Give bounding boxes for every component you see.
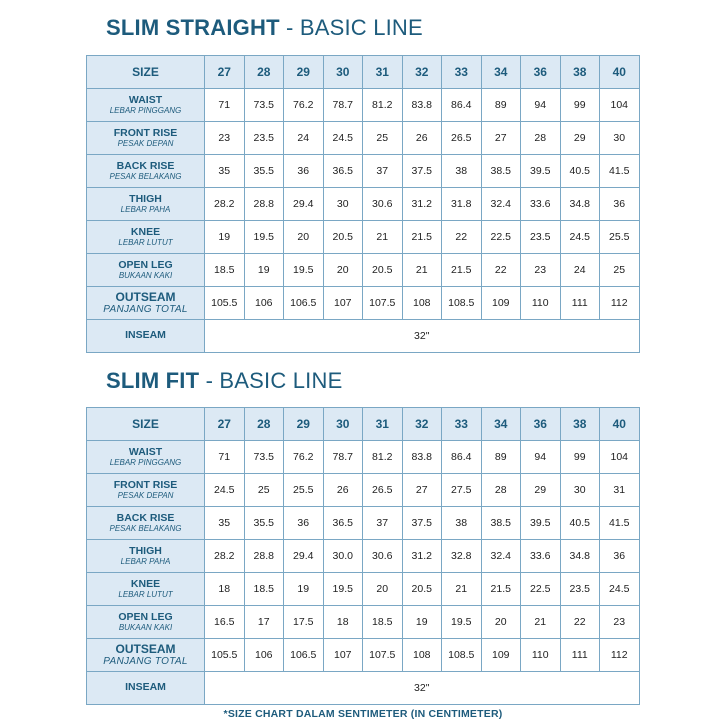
measurement-value: 73.5 (244, 89, 284, 122)
measurement-value: 71 (205, 89, 245, 122)
measurement-value: 20 (481, 606, 521, 639)
measurement-value: 23 (205, 122, 245, 155)
measurement-value: 26.5 (363, 474, 403, 507)
measurement-value: 37.5 (402, 507, 442, 540)
measurement-label (87, 573, 205, 606)
measurement-value: 108 (402, 639, 442, 672)
measurement-value: 40.5 (560, 155, 600, 188)
measurement-value: 99 (560, 441, 600, 474)
measurement-value: 17 (244, 606, 284, 639)
measurement-label (87, 606, 205, 639)
measurement-row-outseam (87, 287, 640, 320)
title-rest: - BASIC LINE (199, 368, 343, 393)
measurement-value: 24 (284, 122, 324, 155)
measurement-row-waist (87, 89, 640, 122)
measurement-value: 20.5 (323, 221, 363, 254)
measurement-value: 33.6 (521, 540, 561, 573)
measurement-value: 25.5 (284, 474, 324, 507)
measurement-subtitle: BUKAAN KAKI (118, 270, 173, 280)
measurement-row-thigh (87, 188, 640, 221)
measurement-value: 109 (481, 639, 521, 672)
measurement-name: BACK RISE (116, 159, 175, 172)
measurement-value: 32.8 (442, 540, 482, 573)
measurement-value: 19.5 (442, 606, 482, 639)
measurement-subtitle: PANJANG TOTAL (103, 303, 188, 315)
measurement-value: 22.5 (481, 221, 521, 254)
measurement-value: 107 (323, 639, 363, 672)
measurement-value: 108 (402, 287, 442, 320)
measurement-value: 29.4 (284, 540, 324, 573)
size-chart-title-slim-fit (106, 368, 342, 394)
measurement-value: 24.5 (560, 221, 600, 254)
measurement-subtitle: LEBAR PAHA (120, 204, 171, 214)
measurement-value: 29 (560, 122, 600, 155)
title-bold: SLIM FIT (106, 368, 200, 393)
measurement-value: 18.5 (205, 254, 245, 287)
measurement-name: INSEAM (125, 681, 166, 694)
measurement-value: 86.4 (442, 89, 482, 122)
measurement-value: 31 (600, 474, 640, 507)
measurement-value: 106.5 (284, 639, 324, 672)
measurement-value: 36 (600, 188, 640, 221)
measurement-label (87, 155, 205, 188)
measurement-label (87, 287, 205, 320)
measurement-value: 94 (521, 441, 561, 474)
measurement-value: 19 (402, 606, 442, 639)
measurement-value: 38.5 (481, 507, 521, 540)
measurement-value: 83.8 (402, 89, 442, 122)
measurement-value: 89 (481, 441, 521, 474)
measurement-subtitle: PANJANG TOTAL (103, 655, 188, 667)
measurement-label (87, 122, 205, 155)
measurement-subtitle: PESAK DEPAN (117, 138, 174, 148)
measurement-value: 27.5 (442, 474, 482, 507)
measurement-value: 31.8 (442, 188, 482, 221)
size-header-cell: 28 (244, 56, 284, 89)
measurement-value: 105.5 (205, 639, 245, 672)
measurement-value: 18 (323, 606, 363, 639)
size-header-cell: 34 (481, 56, 521, 89)
measurement-value: 71 (205, 441, 245, 474)
measurement-value: 23 (521, 254, 561, 287)
measurement-value: 37 (363, 507, 403, 540)
measurement-row-back-rise (87, 507, 640, 540)
measurement-value: 33.6 (521, 188, 561, 221)
measurement-row-knee (87, 573, 640, 606)
measurement-value: 21 (402, 254, 442, 287)
measurement-value: 40.5 (560, 507, 600, 540)
inseam-value: 32" (205, 320, 640, 353)
measurement-row-front-rise (87, 474, 640, 507)
measurement-value: 111 (560, 287, 600, 320)
size-table-slim-straight (86, 55, 640, 353)
measurement-value: 19 (284, 573, 324, 606)
size-header-cell: 31 (363, 56, 403, 89)
measurement-name: OUTSEAM (115, 289, 176, 304)
measurement-value: 18.5 (244, 573, 284, 606)
title-rest: - BASIC LINE (279, 15, 423, 40)
measurement-value: 86.4 (442, 441, 482, 474)
measurement-value: 78.7 (323, 441, 363, 474)
size-header-cell: 33 (442, 56, 482, 89)
size-header-cell: 34 (481, 408, 521, 441)
measurement-value: 19 (205, 221, 245, 254)
measurement-value: 25.5 (600, 221, 640, 254)
measurement-value: 36 (600, 540, 640, 573)
measurement-row-open-leg (87, 254, 640, 287)
measurement-row-back-rise (87, 155, 640, 188)
size-header-cell: 27 (205, 408, 245, 441)
measurement-subtitle: LEBAR PINGGANG (109, 457, 182, 467)
measurement-value: 22.5 (521, 573, 561, 606)
measurement-value: 27 (481, 122, 521, 155)
measurement-value: 107 (323, 287, 363, 320)
measurement-value: 21 (442, 573, 482, 606)
measurement-name: OPEN LEG (118, 258, 173, 271)
measurement-value: 104 (600, 441, 640, 474)
measurement-label (87, 89, 205, 122)
measurement-value: 105.5 (205, 287, 245, 320)
measurement-subtitle: LEBAR PAHA (120, 556, 171, 566)
measurement-subtitle: LEBAR LUTUT (118, 237, 173, 247)
measurement-value: 36.5 (323, 155, 363, 188)
measurement-value: 94 (521, 89, 561, 122)
measurement-value: 31.2 (402, 188, 442, 221)
measurement-row-inseam (87, 320, 640, 353)
measurement-value: 99 (560, 89, 600, 122)
measurement-value: 36 (284, 507, 324, 540)
size-header-cell: 36 (521, 56, 561, 89)
size-table-slim-fit (86, 407, 640, 705)
measurement-value: 30 (560, 474, 600, 507)
measurement-value: 25 (244, 474, 284, 507)
measurement-value: 30 (600, 122, 640, 155)
measurement-value: 30.0 (323, 540, 363, 573)
measurement-subtitle: PESAK DEPAN (117, 490, 174, 500)
size-header-cell: 27 (205, 56, 245, 89)
measurement-name: WAIST (128, 445, 163, 458)
size-header-cell: 40 (600, 408, 640, 441)
measurement-label (87, 639, 205, 672)
measurement-value: 19.5 (284, 254, 324, 287)
measurement-label (87, 474, 205, 507)
measurement-label (87, 672, 205, 705)
measurement-value: 21.5 (481, 573, 521, 606)
size-header-cell: 36 (521, 408, 561, 441)
measurement-value: 28.8 (244, 540, 284, 573)
size-header-cell: 32 (402, 408, 442, 441)
measurement-value: 35.5 (244, 507, 284, 540)
measurement-subtitle: BUKAAN KAKI (118, 622, 173, 632)
measurement-name: INSEAM (125, 329, 166, 342)
measurement-value: 26 (323, 474, 363, 507)
measurement-name: THIGH (129, 192, 162, 205)
measurement-value: 18 (205, 573, 245, 606)
measurement-value: 32.4 (481, 188, 521, 221)
measurement-subtitle: LEBAR LUTUT (118, 589, 173, 599)
size-header-cell: 30 (323, 408, 363, 441)
measurement-name: KNEE (130, 577, 161, 590)
measurement-value: 35.5 (244, 155, 284, 188)
measurement-name: WAIST (128, 93, 163, 106)
measurement-value: 28.2 (205, 188, 245, 221)
measurement-value: 24 (560, 254, 600, 287)
title-bold: SLIM STRAIGHT (106, 15, 280, 40)
measurement-value: 23.5 (560, 573, 600, 606)
measurement-row-outseam (87, 639, 640, 672)
size-header-label: SIZE (87, 56, 205, 89)
measurement-value: 81.2 (363, 441, 403, 474)
measurement-value: 30 (323, 188, 363, 221)
measurement-value: 34.8 (560, 540, 600, 573)
measurement-value: 38 (442, 507, 482, 540)
measurement-label (87, 254, 205, 287)
measurement-value: 22 (560, 606, 600, 639)
measurement-value: 81.2 (363, 89, 403, 122)
measurement-value: 20.5 (363, 254, 403, 287)
measurement-row-knee (87, 221, 640, 254)
measurement-value: 76.2 (284, 441, 324, 474)
measurement-value: 24.5 (323, 122, 363, 155)
measurement-value: 108.5 (442, 287, 482, 320)
measurement-row-waist (87, 441, 640, 474)
measurement-label (87, 441, 205, 474)
measurement-value: 39.5 (521, 507, 561, 540)
measurement-value: 25 (600, 254, 640, 287)
measurement-label (87, 221, 205, 254)
measurement-value: 104 (600, 89, 640, 122)
measurement-value: 29 (521, 474, 561, 507)
measurement-value: 37 (363, 155, 403, 188)
size-header-cell: 29 (284, 408, 324, 441)
measurement-row-open-leg (87, 606, 640, 639)
measurement-value: 112 (600, 639, 640, 672)
measurement-value: 38 (442, 155, 482, 188)
measurement-value: 29.4 (284, 188, 324, 221)
measurement-value: 110 (521, 287, 561, 320)
measurement-value: 27 (402, 474, 442, 507)
size-header-cell: 28 (244, 408, 284, 441)
measurement-row-inseam (87, 672, 640, 705)
measurement-value: 111 (560, 639, 600, 672)
measurement-value: 78.7 (323, 89, 363, 122)
measurement-label (87, 188, 205, 221)
measurement-value: 37.5 (402, 155, 442, 188)
measurement-value: 20 (363, 573, 403, 606)
measurement-value: 21.5 (402, 221, 442, 254)
measurement-value: 36 (284, 155, 324, 188)
measurement-value: 21 (363, 221, 403, 254)
measurement-value: 23.5 (244, 122, 284, 155)
measurement-value: 20 (323, 254, 363, 287)
measurement-value: 20 (284, 221, 324, 254)
size-header-cell: 38 (560, 56, 600, 89)
measurement-value: 39.5 (521, 155, 561, 188)
measurement-value: 108.5 (442, 639, 482, 672)
measurement-value: 30.6 (363, 188, 403, 221)
size-header-label: SIZE (87, 408, 205, 441)
measurement-value: 35 (205, 507, 245, 540)
measurement-value: 76.2 (284, 89, 324, 122)
size-header-row (87, 408, 640, 441)
measurement-label (87, 540, 205, 573)
measurement-label (87, 320, 205, 353)
measurement-value: 22 (442, 221, 482, 254)
measurement-value: 25 (363, 122, 403, 155)
measurement-name: FRONT RISE (113, 126, 178, 139)
measurement-value: 30.6 (363, 540, 403, 573)
measurement-value: 83.8 (402, 441, 442, 474)
measurement-value: 23.5 (521, 221, 561, 254)
measurement-value: 107.5 (363, 639, 403, 672)
measurement-value: 106 (244, 639, 284, 672)
measurement-label (87, 507, 205, 540)
measurement-name: OUTSEAM (115, 641, 176, 656)
measurement-value: 26 (402, 122, 442, 155)
size-header-cell: 38 (560, 408, 600, 441)
measurement-name: THIGH (129, 544, 162, 557)
size-header-cell: 40 (600, 56, 640, 89)
measurement-value: 32.4 (481, 540, 521, 573)
size-header-cell: 33 (442, 408, 482, 441)
size-header-row (87, 56, 640, 89)
measurement-value: 35 (205, 155, 245, 188)
measurement-value: 28 (521, 122, 561, 155)
measurement-value: 31.2 (402, 540, 442, 573)
measurement-value: 24.5 (600, 573, 640, 606)
measurement-value: 106 (244, 287, 284, 320)
size-header-cell: 29 (284, 56, 324, 89)
measurement-value: 106.5 (284, 287, 324, 320)
measurement-value: 34.8 (560, 188, 600, 221)
measurement-value: 23 (600, 606, 640, 639)
size-header-cell: 31 (363, 408, 403, 441)
measurement-value: 28.8 (244, 188, 284, 221)
measurement-value: 21 (521, 606, 561, 639)
measurement-value: 109 (481, 287, 521, 320)
measurement-name: FRONT RISE (113, 478, 178, 491)
measurement-value: 73.5 (244, 441, 284, 474)
measurement-value: 21.5 (442, 254, 482, 287)
measurement-value: 22 (481, 254, 521, 287)
inseam-value: 32" (205, 672, 640, 705)
measurement-name: KNEE (130, 225, 161, 238)
measurement-value: 18.5 (363, 606, 403, 639)
measurement-name: OPEN LEG (118, 610, 173, 623)
measurement-row-thigh (87, 540, 640, 573)
measurement-value: 110 (521, 639, 561, 672)
measurement-value: 28.2 (205, 540, 245, 573)
measurement-value: 112 (600, 287, 640, 320)
measurement-value: 36.5 (323, 507, 363, 540)
measurement-value: 24.5 (205, 474, 245, 507)
size-header-cell: 32 (402, 56, 442, 89)
measurement-value: 28 (481, 474, 521, 507)
size-chart-title-slim-straight (106, 15, 423, 41)
measurement-subtitle: PESAK BELAKANG (109, 171, 182, 181)
measurement-value: 41.5 (600, 507, 640, 540)
footnote: *SIZE CHART DALAM SENTIMETER (IN CENTIMETER) (223, 708, 503, 720)
measurement-value: 20.5 (402, 573, 442, 606)
measurement-value: 41.5 (600, 155, 640, 188)
measurement-subtitle: PESAK BELAKANG (109, 523, 182, 533)
size-header-cell: 30 (323, 56, 363, 89)
measurement-value: 19 (244, 254, 284, 287)
measurement-value: 89 (481, 89, 521, 122)
measurement-value: 19.5 (244, 221, 284, 254)
measurement-value: 26.5 (442, 122, 482, 155)
measurement-name: BACK RISE (116, 511, 175, 524)
measurement-row-front-rise (87, 122, 640, 155)
measurement-value: 17.5 (284, 606, 324, 639)
measurement-subtitle: LEBAR PINGGANG (109, 105, 182, 115)
measurement-value: 38.5 (481, 155, 521, 188)
measurement-value: 107.5 (363, 287, 403, 320)
measurement-value: 16.5 (205, 606, 245, 639)
measurement-value: 19.5 (323, 573, 363, 606)
